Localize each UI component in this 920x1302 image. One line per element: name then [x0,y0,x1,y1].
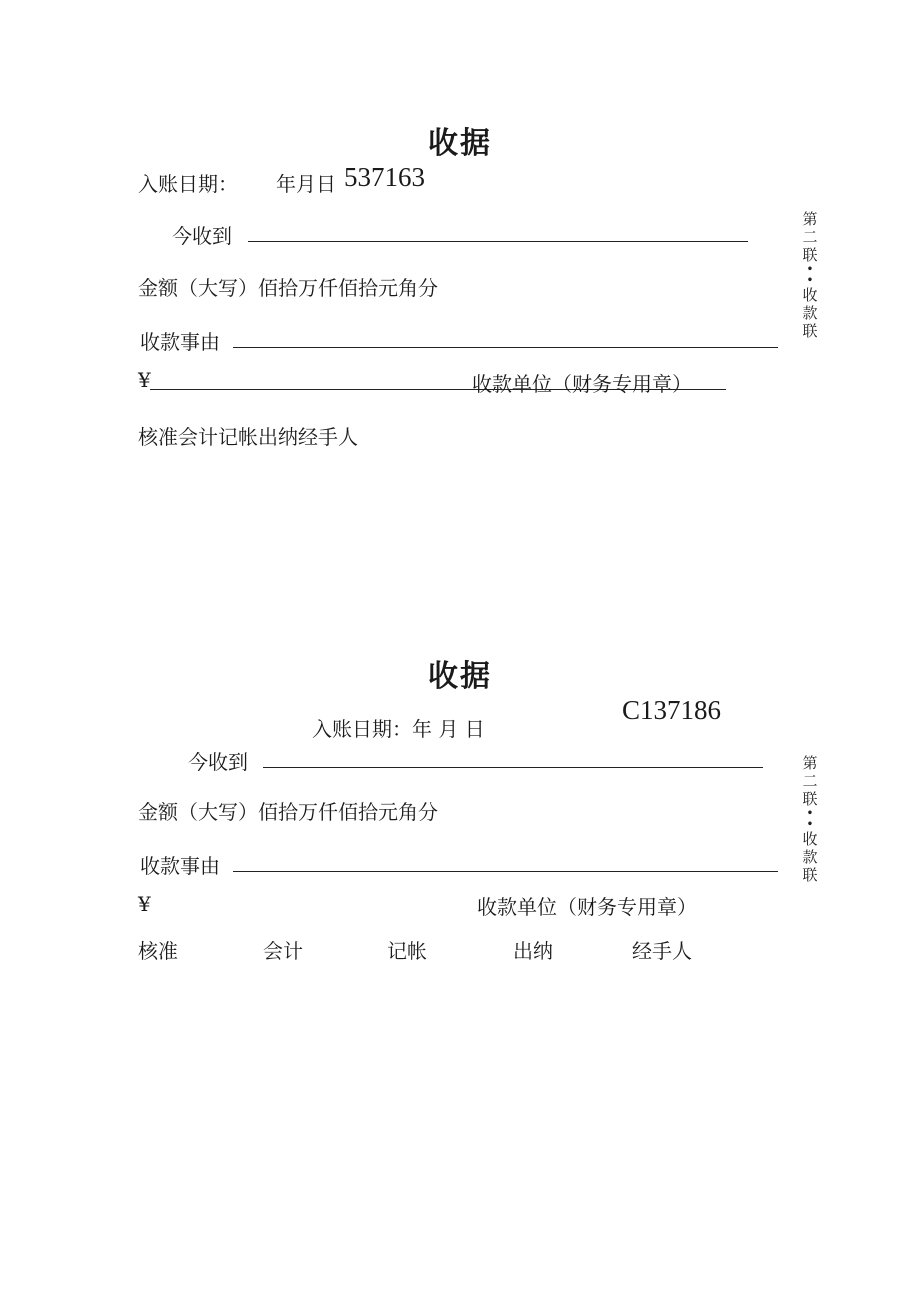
payment-reason-line [233,347,778,348]
payee-unit-label: 收款单位（财务专用章） [472,372,692,396]
signer-bookkeeper: 记帐 [387,939,427,963]
signer-approve: 核准 [138,939,178,963]
payee-unit-label: 收款单位（财务专用章） [477,895,697,919]
entry-date-label: 入账日期： [138,172,238,196]
entry-date-ymd: 年月日 [276,172,336,196]
amount-label: 金额（大写）佰拾万仟佰拾元角分 [138,800,438,824]
received-from-label: 今收到 [172,224,232,248]
signer-handler: 经手人 [632,939,692,963]
signer-cashier: 出纳 [513,939,553,963]
copy-label-vertical: 第 二 联 • • 收 款 联 [802,754,818,884]
received-from-label: 今收到 [188,750,248,774]
received-from-line [248,241,748,242]
serial-number: 537163 [344,162,425,192]
receipt-title: 收据 [428,659,492,694]
payment-reason-line [233,871,778,872]
serial-number: C137186 [622,695,722,725]
receipt-title: 收据 [428,126,492,161]
signers-label: 核准会计记帐出纳经手人 [138,425,358,449]
received-from-line [263,767,763,768]
copy-label-vertical: 第 二 联 • • 收 款 联 [802,210,818,340]
payment-reason-label: 收款事由 [140,854,220,878]
signer-accountant: 会计 [263,939,303,963]
amount-label: 金额（大写）佰拾万仟佰拾元角分 [138,276,438,300]
yen-symbol: ¥ [138,368,151,392]
entry-date-label: 入账日期：年 月 日 [312,717,485,741]
yen-symbol: ¥ [138,892,151,916]
payment-reason-label: 收款事由 [140,330,220,354]
